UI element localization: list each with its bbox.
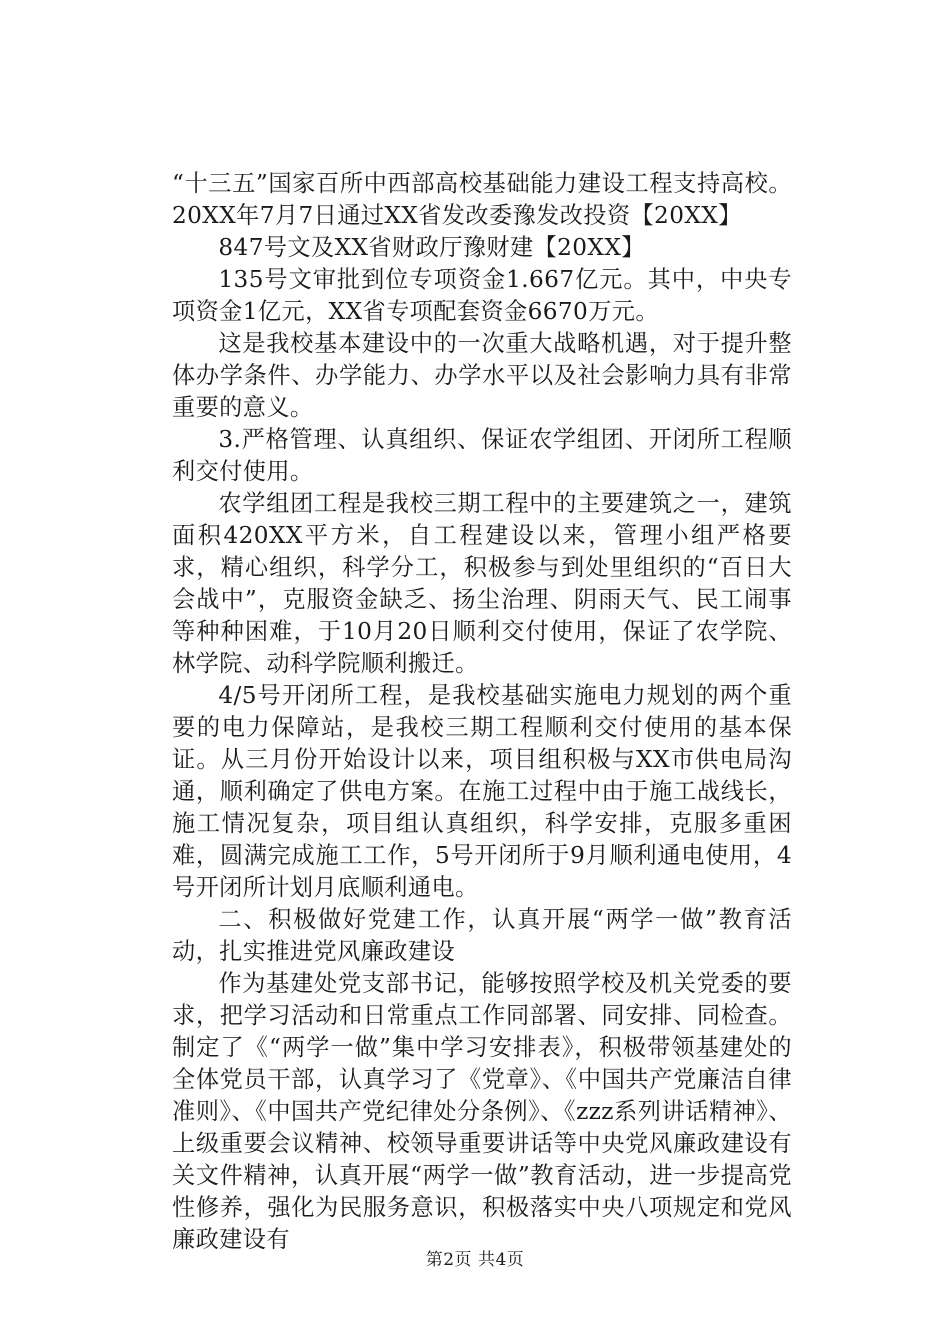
- paragraph: 135号文审批到位专项资金1.667亿元。其中，中央专项资金1亿元，XX省专项配套资金6670万元。: [172, 266, 792, 325]
- section-heading: 二、积极做好党建工作，认真开展“两学一做”教育活动，扎实推进党风廉政建设: [172, 906, 792, 965]
- paragraph: 847号文及XX省财政厅豫财建【20XX】: [218, 234, 645, 261]
- page-number-footer: 第2页 共4页: [425, 1250, 525, 1270]
- section-heading: 3.严格管理、认真组织、保证农学组团、开闭所工程顺利交付使用。: [172, 426, 792, 485]
- paragraph: 这是我校基本建设中的一次重大战略机遇，对于提升整体办学条件、办学能力、办学水平以及社会影响力具有非常重要的意义。: [172, 330, 792, 421]
- paragraph: 作为基建处党支部书记，能够按照学校及机关党委的要求，把学习活动和日常重点工作同部署、同安排、同检查。制定了《“两学一做”集中学习安排表》，积极带领基建处的全体党员干部，认真学习了《党章》、《中国共产党廉洁自律准则》、《中国共产党纪律处分条例》、《zzz系列讲话精神》、上级重要会议精神、校领导重要讲话等中央党风廉政建设有关文件精神，认真开展“两学一做”教育活动，进一步提高党性修养，强化为民服务意识，积极落实中央八项规定和党风廉政建设有: [172, 970, 792, 1253]
- paragraph: 4/5号开闭所工程，是我校基础实施电力规划的两个重要的电力保障站，是我校三期工程顺利交付使用的基本保证。从三月份开始设计以来，项目组积极与XX市供电局沟通，顺利确定了供电方案。在施工过程中由于施工战线长，施工情况复杂，项目组认真组织，科学安排，克服多重困难，圆满完成施工工作，5号开闭所于9月顺利通电使用，4号开闭所计划月底顺利通电。: [172, 682, 792, 901]
- document-body: [172, 168, 792, 1256]
- paragraph: “十三五”国家百所中西部高校基础能力建设工程支持高校。20XX年7月7日通过XX省发改委豫发改投资【20XX】: [172, 170, 792, 229]
- paragraph: 农学组团工程是我校三期工程中的主要建筑之一，建筑面积420XX平方米，自工程建设以来，管理小组严格要求，精心组织，科学分工，积极参与到处里组织的“百日大会战中”，克服资金缺乏、扬尘治理、阴雨天气、民工闹事等种种困难，于10月20日顺利交付使用，保证了农学院、林学院、动科学院顺利搬迁。: [172, 490, 792, 677]
